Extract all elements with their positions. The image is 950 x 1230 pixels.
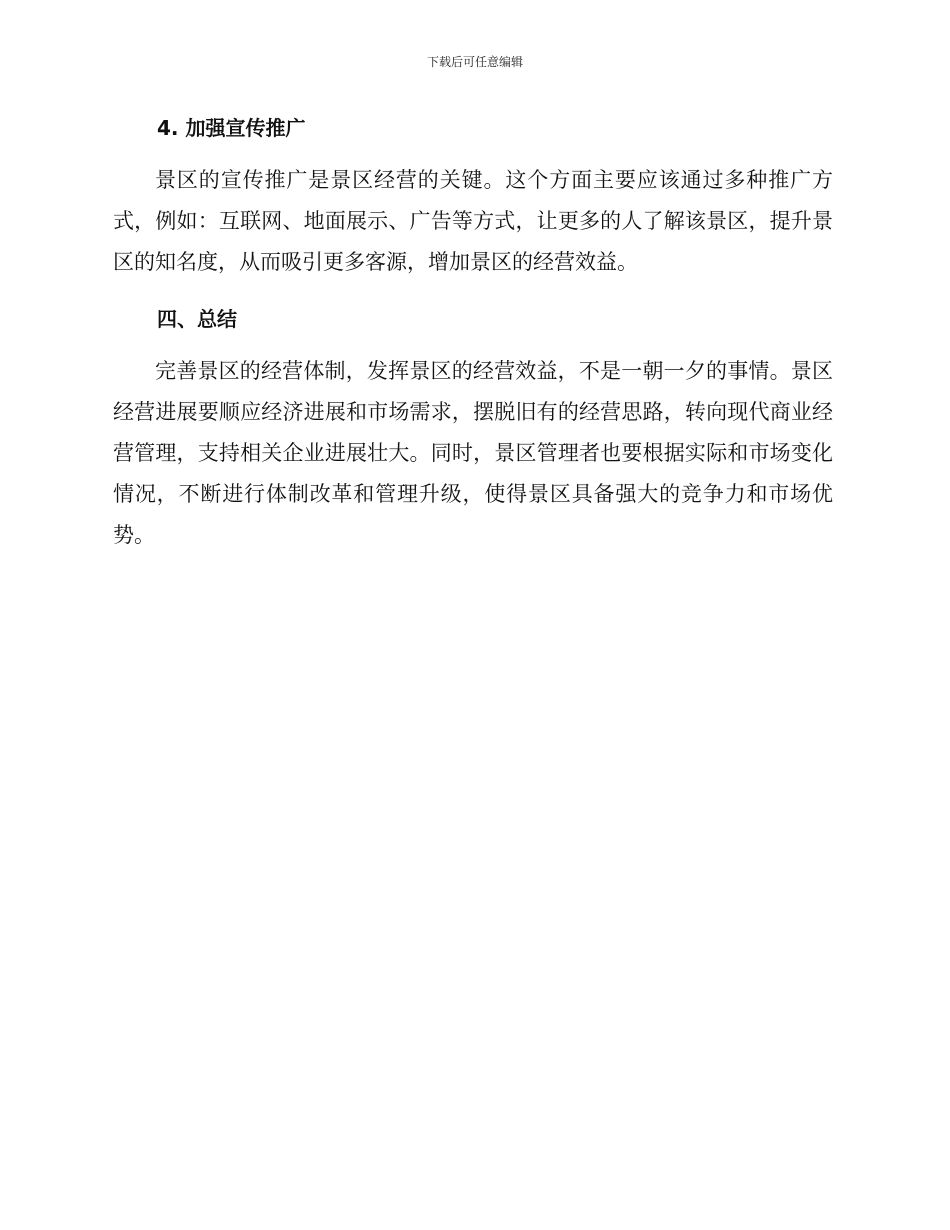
section-heading-promotion: 4. 加强宣传推广	[157, 116, 306, 140]
document-body	[113, 108, 833, 556]
paragraph-promotion: 景区的宣传推广是景区经营的关键。这个方面主要应该通过多种推广方式，例如：互联网、地面展示、广告等方式，让更多的人了解该景区，提升景区的知名度，从而吸引更多客源，增加景区的经营效益。	[113, 168, 833, 274]
paragraph-summary: 完善景区的经营体制，发挥景区的经营效益，不是一朝一夕的事情。景区经营进展要顺应经济进展和市场需求，摆脱旧有的经营思路，转向现代商业经营管理，支持相关企业进展壮大。同时，景区管理者也要根据实际和市场变化情况，不断进行体制改革和管理升级，使得景区具备强大的竞争力和市场优势。	[113, 359, 833, 547]
section-heading-summary: 四、总结	[157, 307, 237, 331]
page-header: 下载后可任意编辑	[426, 55, 523, 69]
